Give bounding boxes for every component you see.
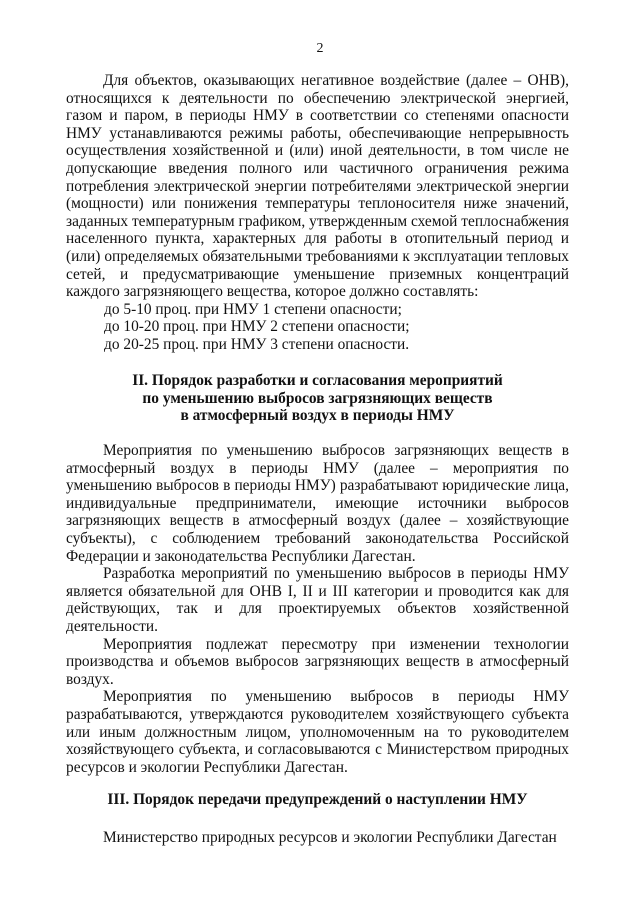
intro-paragraph: Для объектов, оказывающих негативное воздействие (далее – ОНВ), относящихся к деятельности по обеспечению электрической энергией, газом и паром, в периоды НМУ в соответствии со степенями опасности НМУ устанавливаются режимы работы, обеспечивающие непрерывность осуществления хозяйственной и (или) иной деятельности, в том числе не допускающие введения полного или частичного ограничения режима потребления электрической энергии потребителями электрической энергии (мощности) или понижения температуры теплоносителя ниже значений, заданных температурным графиком, утвержденным схемой теплоснабжения населенного пункта, характерных для работы в отопительный период и (или) определяемых обязательными требованиями к эксплуатации тепловых сетей, и предусматривающие уменьшение приземных концентраций каждого загрязняющего вещества, которое должно составлять: <box>66 72 569 301</box>
section-2-heading <box>66 372 569 425</box>
section-2-paragraph: Мероприятия подлежат пересмотру при изменении технологии производства и объемов выбросов загрязняющих веществ в атмосферный воздух. <box>66 635 569 688</box>
section-2-heading-line: II. Порядок разработки и согласования мероприятий <box>132 372 503 389</box>
section-3-heading <box>66 791 569 809</box>
section-2-paragraph: Мероприятия по уменьшению выбросов загрязняющих веществ в атмосферный воздух в периоды НМУ (далее – мероприятия по уменьшению выбросов в периоды НМУ) разрабатывают юридические лица, индивидуальные предприниматели, имеющие источники выбросов загрязняющих веществ в атмосферный воздух (далее – хозяйствующие субъекты), с соблюдением требований законодательства Российской Федерации и законодательства Республики Дагестан. <box>66 442 569 565</box>
section-2-paragraph: Мероприятия по уменьшению выбросов в периоды НМУ разрабатываются, утверждаются руководителем хозяйствующего субъекта или иным должностным лицом, уполномоченным на то руководителем хозяйствующего субъекта, и согласовываются с Министерством природных ресурсов и экологии Республики Дагестан. <box>66 688 569 776</box>
intro-block <box>66 72 569 354</box>
page-number: 2 <box>316 41 324 56</box>
list-item: до 20-25 проц. при НМУ 3 степени опасности. <box>104 335 410 353</box>
section-3-paragraph: Министерство природных ресурсов и экологии Республики Дагестан <box>103 829 557 846</box>
list-item: до 10-20 проц. при НМУ 2 степени опасности; <box>104 318 410 336</box>
section-3-heading-line: III. Порядок передачи предупреждений о наступлении НМУ <box>107 791 528 808</box>
section-2-paragraph: Разработка мероприятий по уменьшению выбросов в периоды НМУ является обязательной для ОНВ I, II и III категории и проводится как для действующих, так и для проектируемых объектов хозяйственной деятельности. <box>66 565 569 635</box>
section-3-body <box>66 829 569 847</box>
list-item: до 5-10 проц. при НМУ 1 степени опасности; <box>104 300 402 318</box>
section-2-body <box>66 442 569 776</box>
section-2-heading-line: по уменьшению выбросов загрязняющих веществ <box>142 389 493 407</box>
section-2-heading-line: в атмосферный воздух в периоды НМУ <box>180 407 455 425</box>
